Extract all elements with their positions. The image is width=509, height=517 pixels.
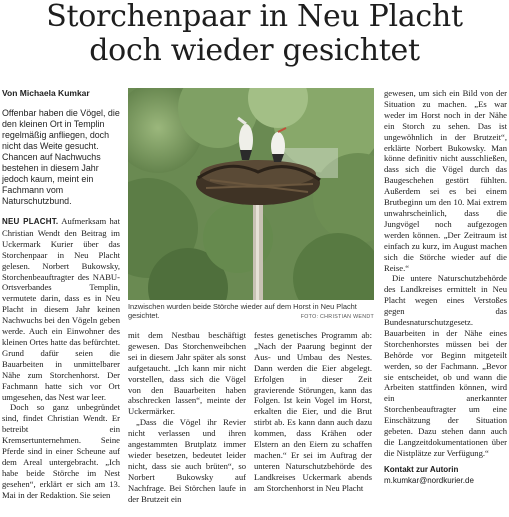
contact-email: m.kumkar@nordkurier.de [384,475,474,485]
paragraph: gewesen, um sich ein Bild von der Situation zu machen. „Es war weder im Horst noch in der Nähe ein Storch zu sehen. Das ist ungewöhnlich in der Brutzeit“, erklärte Norbert Bukowsky. Man könne definitiv nicht ausschließen, dass sich die Vögel durch das Baugeschehen gestört fühlten. Außerdem sei es bei einem Brutbeginn um den 10. Mai extrem unwahrscheinlich, dass die Jungvögel noch aufgezogen werden können. „Der Zeitraum ist einfach zu kurz, im August machen sich die Störche wieder auf die Reise.“ [384,88,507,273]
photo-caption-text: Inzwischen wurden beide Störche wieder auf dem Horst in Neu Placht gesichtet. [128,302,357,321]
author-byline: Von Michaela Kumkar [2,88,90,98]
paragraph: Doch so ganz unbegründet sind, findet Christian Wendt. Er betreibt ein Kremsertunternehmen. Seine Pferde sind in einer Scheune auf dem Areal untergebracht. „Ich habe beide Störche im Nest gesehen“, erklärt er sich am 13. Mai in der Redaktion. Sie seien [2,402,120,500]
photo-credit: FOTO: CHRISTIAN WENDT [300,314,374,321]
stork-nest-photo [128,88,374,300]
paragraph: festes genetisches Programm ab: „Nach der Paarung beginnt der Aus- und Umbau des Nestes. Dann werden die Eier abgelegt. Erfolgen in dieser Zeit gravierende Störungen, kann das Folgen. Ist kein Vogel im Horst, erkalten die Eier, und die Brut stirbt ab. Es kann dann auch dazu kommen, dass Krähen oder Elstern an den Eiern zu schaffen machen.“ Er sei im Auftrag der unteren Naturschutzbehörde des Landkreises Uckermark abends am Storchenhorst in Neu Placht [254,330,372,493]
dateline: NEU PLACHT. [2,217,59,226]
paragraph: Die untere Naturschutzbehörde des Landkreises ermittelt in Neu Placht wegen eines Verstoßes gegen das Bundesnaturschutzgesetz. Bauarbeiten in der Nähe eines Storchenhorstes müssen bei der Behörde vor Beginn mitgeteilt werden, so der Fachmann. „Bevor sie entscheidet, ob und wann die Arbeiten stattfinden können, wird ein anerkannter Storchenbeauftragter um eine Einschätzung der Situation gebeten. Dazu stehen dann auch die Langzeitdokumentationen über die Nistplätze zur Verfügung.“ [384,273,507,458]
paragraph-text: Aufmerksam hat Christian Wendt den Beitrag im Uckermark Kurier über das Storchenpaar in Neu Placht gelesen. Norbert Bukowsky, Storchenbeauftragter des NABU-Ortsverbandes Templin, vermutete darin, dass es in Neu Placht in diesem Jahr keinen Nachwuchs bei den Vögeln geben werde. Auch ein Einwohner des kleinen Ortes hatte das befürchtet. Grund dafür seien die Bauarbeiten in unmittelbarer Nähe zum Storchenhorst. Der Fachmann hatte sich vor Ort umgesehen, das Nest war leer. [2,216,121,402]
article-column-2 [128,330,246,505]
article-column-3 [254,330,372,494]
article-intro: Offenbar haben die Vögel, die den kleinen Ort in Templin regelmäßig anfliegen, doch nicht das Weite gesucht. Chancen auf Nachwuchs bestehen in diesem Jahr jedoch kaum, meint ein Fachmann vom Naturschutzbund. [2,108,120,206]
article-column-4 [384,88,507,487]
paragraph [2,216,120,402]
headline-line-2: doch wieder gesichtet [89,33,420,68]
paragraph: mit dem Nestbau beschäftigt gewesen. Das Storchenweibchen sei in diesem Jahr später als sonst aufgetaucht. „Ich kann mir nicht vorstellen, dass sich die Vögel von den Bauarbeiten haben abschrecken lassen“, meinte der Uckermärker. [128,330,246,417]
paragraph: „Dass die Vögel ihr Revier nicht verlassen und ihren angestammten Brutplatz immer wieder besetzen, bedeutet leider nicht, dass sie auch brüten“, so Norbert Bukowsky auf Nachfrage. Bei Störchen laufe in der Brutzeit ein [128,417,246,504]
contact-heading: Kontakt zur Autorin [384,464,459,474]
stork-nest-illustration [128,88,374,300]
photo-caption [128,302,374,323]
headline [0,0,509,68]
headline-line-1: Storchenpaar in Neu Placht [46,0,463,34]
article-column-1 [2,216,120,501]
